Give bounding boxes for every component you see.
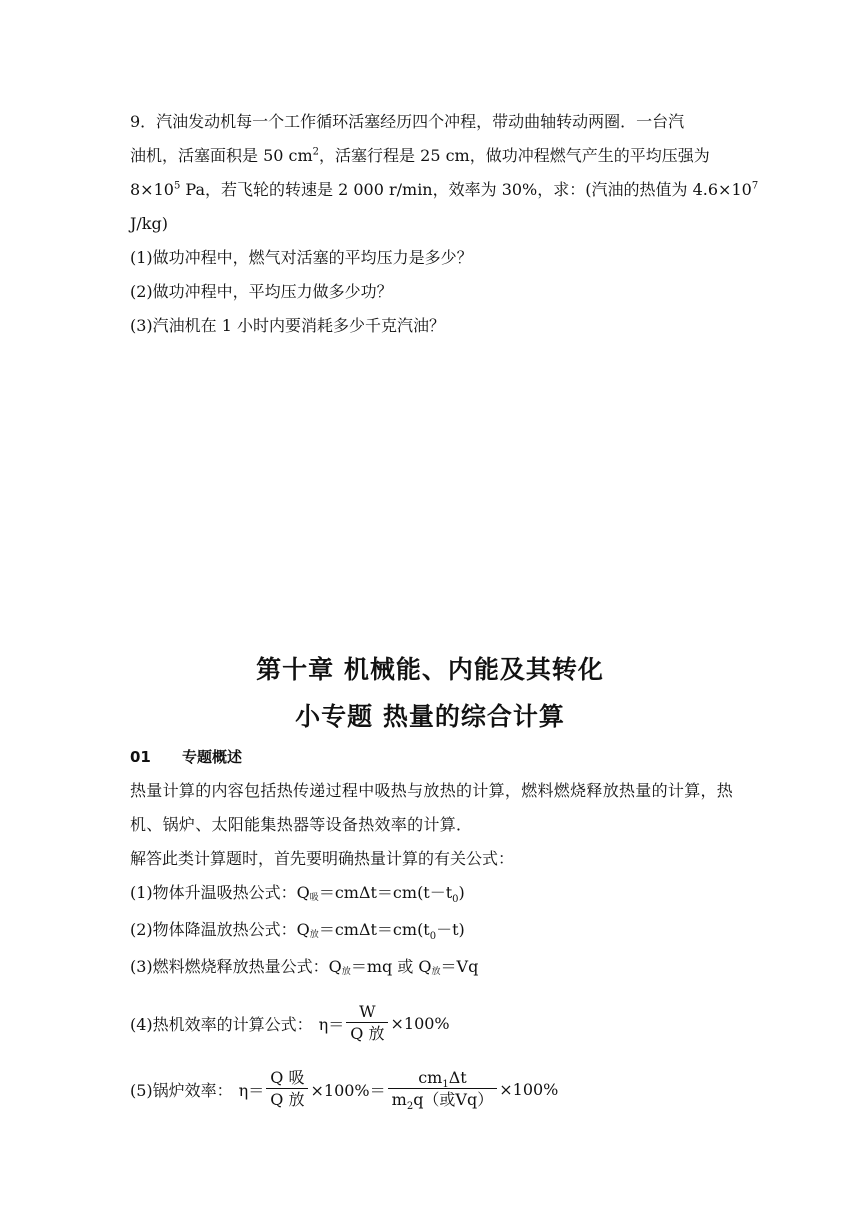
question-2: (2)做功冲程中，平均压力做多少功？: [130, 282, 393, 301]
formula-2: (2)物体降温放热公式：Q放$=cm\Delta t=cm(t_0-t)$: [130, 920, 465, 943]
fraction-heat-engine: $\frac{W}{\text{Q 放}}$: [346, 1002, 388, 1045]
fraction-boiler-1: $\frac{\text{Q 吸}}{\text{Q 放}}$: [266, 1068, 308, 1111]
section-overview: [130, 740, 740, 1115]
problem-line-2: 油机，活塞面积是 50 $cm^2$，活塞行程是 25 cm，做功冲程燃气产生的平均压强为: [130, 146, 710, 165]
section-label: 专题概述: [182, 748, 243, 766]
formula-5: (5)锅炉效率： η＝ $\frac{\text{Q 吸}}{\text{Q 放}}$ ×100%＝ $\frac{cm_1\Delta t}{m_2q(或Vq)}$ ×100%: [130, 1067, 559, 1112]
chapter-title: 第十章 机械能、内能及其转化: [256, 655, 604, 684]
problem-line-1: 9．汽油发动机每一个工作循环活塞经历四个冲程，带动曲轴转动两圈．一台汽: [130, 112, 685, 131]
topic-title: 小专题 热量的综合计算: [295, 702, 565, 731]
formula-3: (3)燃料燃烧释放热量公式：Q放＝mq 或 Q放＝Vq: [130, 957, 479, 977]
section-number: 01: [130, 748, 151, 766]
formula-1: (1)物体升温吸热公式：Q吸$=cm\Delta t=cm(t-t_0)$: [130, 883, 465, 906]
formula-4: (4)热机效率的计算公式： η＝ $\frac{W}{\text{Q 放}}$ ×100%: [130, 1001, 450, 1043]
problem-line-3: $8\times 10^5$ Pa，若飞轮的转速是 2 000 r/min，效率为 30%，求：(汽油的热值为 $4.6\times 10^7$: [130, 180, 759, 199]
intro-paragraph-1: 热量计算的内容包括热传递过程中吸热与放热的计算，燃料燃烧释放热量的计算，热机、锅炉、太阳能集热器等设备热效率的计算．: [130, 781, 734, 834]
problem-line-4: J/kg): [130, 214, 168, 233]
fraction-boiler-2: $\frac{cm_1\Delta t}{m_2q(或Vq)}$: [388, 1068, 498, 1111]
question-3: (3)汽油机在 1 小时内要消耗多少千克汽油？: [130, 316, 446, 335]
section-heading: [130, 740, 740, 774]
intro-paragraph-2: 解答此类计算题时，首先要明确热量计算的有关公式：: [130, 849, 515, 868]
question-1: (1)做功冲程中，燃气对活塞的平均压力是多少？: [130, 248, 473, 267]
problem-9: [130, 105, 759, 343]
